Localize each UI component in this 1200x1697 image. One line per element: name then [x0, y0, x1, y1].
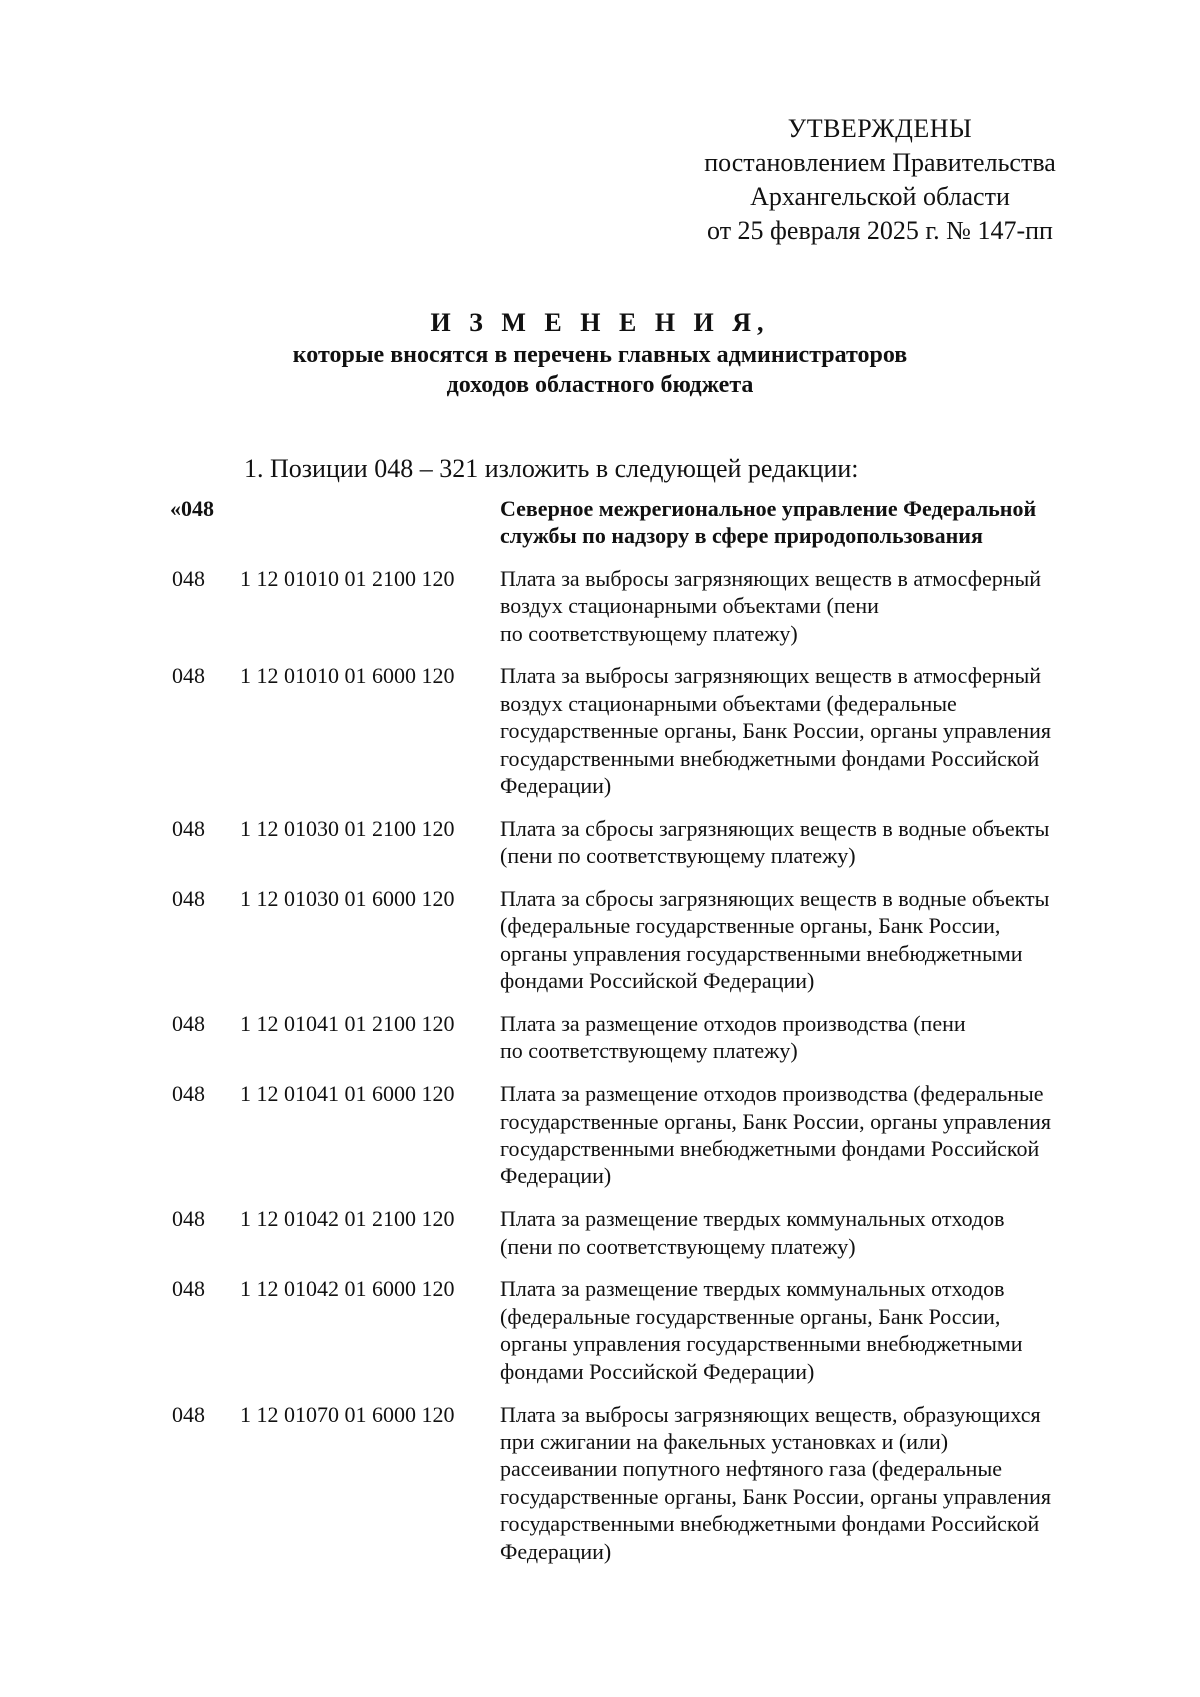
revenue-name	[500, 662, 1120, 799]
table-row	[172, 1275, 1112, 1385]
revenue-name-line: по соответствующему платежу)	[500, 620, 798, 646]
revenue-name-line: Плата за сбросы загрязняющих веществ в водные объекты	[500, 886, 1050, 912]
revenue-name-line: Федерации)	[500, 1163, 612, 1189]
revenue-code: 1 12 01030 01 6000 120	[240, 886, 455, 912]
revenue-name	[500, 1275, 1120, 1385]
revenue-code: 1 12 01041 01 2100 120	[240, 1011, 455, 1037]
revenue-name-line: Плата за выбросы загрязняющих веществ, образующихся	[500, 1401, 1041, 1427]
revenue-name-line: Плата за размещение отходов производства (федеральные	[500, 1081, 1044, 1107]
revenue-name-line: (федеральные государственные органы, Банк России,	[500, 1303, 1001, 1329]
revenue-name-line: фондами Российской Федерации)	[500, 968, 815, 994]
administrator-name	[500, 495, 1120, 550]
revenue-name	[500, 565, 1120, 647]
administrator-code: 048	[172, 1011, 205, 1037]
revenue-name-line: Федерации)	[500, 1538, 612, 1564]
revenue-name	[500, 1205, 1120, 1260]
administrator-code: 048	[172, 663, 205, 689]
revenue-name	[500, 1010, 1120, 1065]
revenue-name-line: при сжигании на факельных установках и (или)	[500, 1428, 949, 1454]
approval-block	[660, 112, 1100, 248]
revenue-name	[500, 815, 1120, 870]
revenue-code: 1 12 01030 01 2100 120	[240, 815, 455, 841]
revenue-name-line: (пени по соответствующему платежу)	[500, 843, 856, 869]
approval-stamp: УТВЕРЖДЕНЫ	[787, 114, 973, 143]
revenue-code: 1 12 01041 01 6000 120	[240, 1081, 455, 1107]
document-subtitle-line: доходов областного бюджета	[446, 372, 754, 398]
table-row	[172, 1205, 1112, 1260]
table-rows	[172, 565, 1112, 1565]
revenue-name-line: государственными внебюджетными фондами Российской	[500, 745, 1040, 771]
approval-date-line: от 25 февраля 2025 г. № 147-пп	[707, 216, 1053, 245]
revenue-name-line: рассеивании попутного нефтяного газа (федеральные	[500, 1456, 1002, 1482]
document-title: И З М Е Н Е Н И Я,	[430, 308, 770, 337]
table-row	[172, 565, 1112, 647]
administrator-code: 048	[172, 886, 205, 912]
positions-table	[172, 495, 1112, 1580]
revenue-name-line: Плата за сбросы загрязняющих веществ в водные объекты	[500, 815, 1050, 841]
revenue-name-line: Плата за размещение отходов производства (пени	[500, 1011, 966, 1037]
revenue-name-line: государственные органы, Банк России, органы управления	[500, 1108, 1051, 1134]
administrator-code: «048	[170, 496, 214, 521]
table-row	[172, 1080, 1112, 1190]
administrator-code: 048	[172, 815, 205, 841]
revenue-name-line: органы управления государственными внебюджетными	[500, 940, 1023, 966]
revenue-code: 1 12 01010 01 6000 120	[240, 663, 455, 689]
revenue-name-line: Плата за размещение твердых коммунальных отходов	[500, 1206, 1005, 1232]
revenue-name-line: воздух стационарными объектами (пени	[500, 593, 879, 619]
revenue-name-line: Федерации)	[500, 773, 612, 799]
administrator-code: 048	[172, 1206, 205, 1232]
revenue-name	[500, 885, 1120, 995]
table-row	[172, 885, 1112, 995]
revenue-code: 1 12 01042 01 6000 120	[240, 1276, 455, 1302]
table-header-row	[172, 495, 1112, 550]
table-row	[172, 662, 1112, 799]
table-row	[172, 815, 1112, 870]
document-subtitle-line: которые вносятся в перечень главных администраторов	[292, 342, 908, 368]
approval-line: Архангельской области	[750, 182, 1010, 211]
revenue-name-line: государственными внебюджетными фондами Российской	[500, 1136, 1040, 1162]
administrator-code: 048	[172, 1081, 205, 1107]
revenue-name-line: государственные органы, Банк России, органы управления	[500, 718, 1051, 744]
revenue-name-line: органы управления государственными внебюджетными	[500, 1331, 1023, 1357]
approval-line: постановлением Правительства	[704, 148, 1056, 177]
revenue-name-line: Плата за размещение твердых коммунальных отходов	[500, 1276, 1005, 1302]
revenue-name-line: по соответствующему платежу)	[500, 1038, 798, 1064]
revenue-name-line: воздух стационарными объектами (федеральные	[500, 690, 957, 716]
table-row	[172, 1010, 1112, 1065]
intro-paragraph: 1. Позиции 048 – 321 изложить в следующей редакции:	[244, 454, 859, 483]
revenue-code: 1 12 01042 01 2100 120	[240, 1206, 455, 1232]
administrator-code: 048	[172, 1401, 205, 1427]
revenue-name-line: государственными внебюджетными фондами Российской	[500, 1511, 1040, 1537]
administrator-code: 048	[172, 565, 205, 591]
administrator-code: 048	[172, 1276, 205, 1302]
table-row	[172, 1401, 1112, 1565]
revenue-code: 1 12 01070 01 6000 120	[240, 1401, 455, 1427]
revenue-code: 1 12 01010 01 2100 120	[240, 565, 455, 591]
revenue-name-line: (пени по соответствующему платежу)	[500, 1233, 856, 1259]
revenue-name-line: фондами Российской Федерации)	[500, 1358, 815, 1384]
revenue-name	[500, 1080, 1120, 1190]
revenue-name-line: (федеральные государственные органы, Банк России,	[500, 913, 1001, 939]
document-heading	[150, 306, 1050, 400]
administrator-name-line: Северное межрегиональное управление Федеральной	[500, 496, 1037, 521]
revenue-name-line: Плата за выбросы загрязняющих веществ в атмосферный	[500, 565, 1042, 591]
revenue-name	[500, 1401, 1120, 1565]
administrator-name-line: службы по надзору в сфере природопользования	[500, 523, 983, 549]
revenue-name-line: Плата за выбросы загрязняющих веществ в атмосферный	[500, 663, 1042, 689]
revenue-name-line: государственные органы, Банк России, органы управления	[500, 1483, 1051, 1509]
